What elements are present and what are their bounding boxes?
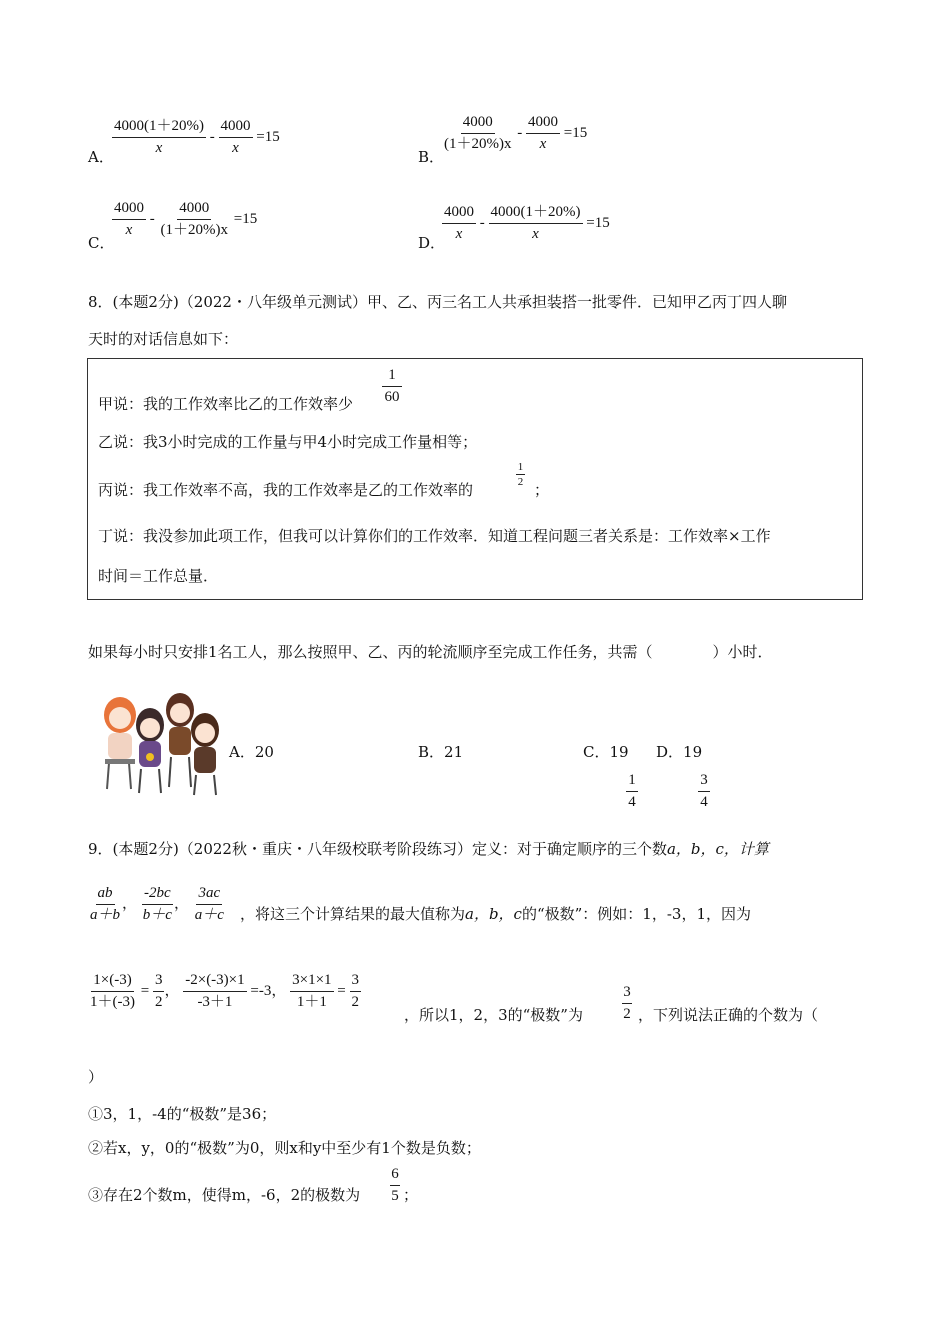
q8-option-d: D．19 (656, 743, 703, 761)
q9-item-3-end: ； (403, 1186, 419, 1204)
bing-end: ； (534, 481, 550, 499)
option-d-label: D． (418, 234, 446, 252)
jia-fraction: 1 60 (382, 367, 402, 406)
q9-line3-mid: ，所以1，2，3的“极数”为 (404, 1006, 583, 1024)
q8-question: 如果每小时只安排1名工人，那么按照甲、乙、丙的轮流顺序至完成工作任务，共需（ ）小时． (88, 643, 773, 661)
q9-example-line: $\frac{1\times(-3)}{1+(-3)}$ = $\frac{3}{2}$ ， $\frac{-2\times(-3)\times 1}{-3+1}$ =-3， $\frac{3\times 1\times 1}{1+1}$ = $\frac{3}{2}$ (90, 972, 360, 1011)
q9-jishu-fraction: 3 2 (623, 984, 631, 1022)
option-a-label: A． (88, 148, 114, 166)
option-c-label: C． (88, 234, 115, 252)
q9-close-paren: ） (88, 1068, 104, 1086)
q9-item-3: ③存在2个数m，使得m，-6，2的极数为 (88, 1186, 361, 1204)
option-b-label: B． (418, 148, 445, 166)
bing-line: 丙说：我工作效率不高，我的工作效率是乙的工作效率的 (98, 481, 474, 499)
q9-item-3-fraction: 6 5 (391, 1166, 399, 1204)
q8-option-c: C．19 (583, 743, 629, 761)
q9-line2-text: ，将这三个计算结果的最大值称为a，b，c的“极数”：例如：1，-3，1，因为 (240, 905, 752, 923)
q8-option-a: A．20 (229, 743, 274, 761)
q9-item-1: ①3，1，-4的“极数”是36； (88, 1105, 277, 1123)
girl-4-illustration (191, 713, 219, 795)
q9-stem-line1: 9．(本题2分)（2022秋・重庆・八年级校联考阶段练习）定义：对于确定顺序的三个数a，b，c，计算 (88, 840, 769, 858)
option-b-formula: $\frac{4000}{(1+20\%)x}$ - $\frac{4000}{x}$ =15 (444, 114, 588, 153)
four-girls-illustration (95, 685, 225, 800)
q8-stem-line1: 8．(本题2分)（2022・八年级单元测试）甲、乙、丙三名工人共承担装搭一批零件．已知甲乙丙丁四人聊 (88, 293, 787, 311)
dialogue-box (87, 358, 863, 600)
option-a-formula: $\frac{4000(1+20\%)}{x}$ - $\frac{4000}{x}$ =15 (114, 118, 280, 157)
q8-option-c-fraction: 1 4 (626, 772, 638, 811)
q8-option-b: B．21 (418, 743, 464, 761)
girl-1-illustration (104, 697, 136, 789)
ding-line1: 丁说：我没参加此项工作，但我可以计算你们的工作效率．知道工程问题三者关系是：工作效率×工作 (98, 527, 771, 545)
bing-fraction: 1 2 (517, 461, 524, 488)
q8-stem-line2: 天时的对话信息如下： (88, 330, 239, 348)
q9-formula-line: $\frac{ab}{a+b}$ ， $\frac{-2bc}{b+c}$ ， $\frac{3ac}{a+c}$ (90, 885, 224, 924)
yi-line: 乙说：我3小时完成的工作量与甲4小时完成工作量相等； (98, 433, 478, 451)
girl-3-illustration (166, 693, 194, 787)
ding-line2: 时间＝工作总量． (98, 567, 219, 585)
girl-2-illustration (136, 708, 164, 793)
option-d-formula: $\frac{4000}{x}$ - $\frac{4000(1+20\%)}{x}$ =15 (444, 204, 610, 243)
q9-line3-tail: ，下列说法正确的个数为（ (638, 1006, 819, 1024)
jia-line: 甲说：我的工作效率比乙的工作效率少 (98, 395, 354, 413)
q8-option-d-fraction: 3 4 (698, 772, 710, 811)
q9-item-2: ②若x，y，0的“极数”为0，则x和y中至少有1个数是负数； (88, 1139, 481, 1157)
option-c-formula: $\frac{4000}{x}$ - $\frac{4000}{(1+20\%)x}$ =15 (114, 200, 258, 239)
